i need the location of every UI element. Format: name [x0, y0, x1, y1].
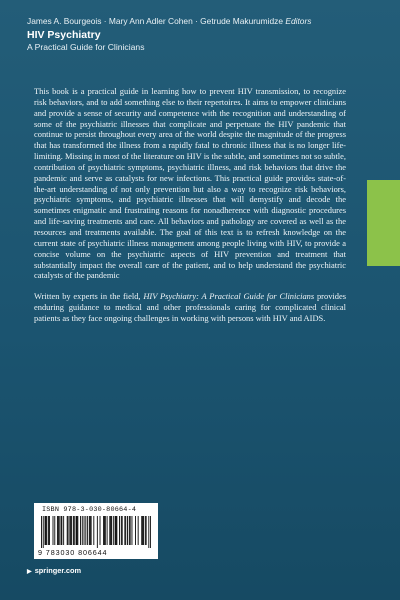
- barcode-bar: [57, 516, 58, 545]
- barcode-bar: [80, 516, 81, 545]
- barcode-bar: [90, 516, 91, 545]
- barcode-bar: [41, 516, 42, 548]
- barcode-bar: [104, 516, 105, 545]
- blurb-paragraph-2: [34, 291, 346, 324]
- barcode-bars: [41, 516, 151, 548]
- barcode-bar: [68, 516, 69, 545]
- barcode-bar: [49, 516, 50, 545]
- barcode-bar: [76, 516, 77, 545]
- blurb-paragraph-2-rest: provides enduring guidance to medical and other professionals caring for complicated clinical patients as they face ongoing challenges in working with persons with HIV and AIDS.: [34, 291, 347, 323]
- blurb-book-title-italic: HIV Psychiatry: A Practical Guide for Clinicians: [143, 291, 315, 302]
- barcode-bar: [122, 516, 123, 545]
- barcode-bar: [63, 516, 64, 545]
- barcode-bar: [73, 516, 74, 545]
- book-title: HIV Psychiatry: [27, 29, 101, 41]
- barcode-bar: [119, 516, 120, 545]
- isbn-label: ISBN 978-3-030-80664-4: [42, 506, 137, 514]
- barcode-bar: [89, 516, 90, 545]
- barcode-bar: [53, 516, 54, 545]
- barcode-bar: [150, 516, 151, 548]
- barcode-bar: [129, 516, 130, 545]
- barcode-bar: [143, 516, 144, 545]
- cover-header: [27, 16, 387, 53]
- publisher-link-text: springer.com: [34, 566, 82, 575]
- blurb-paragraph-1: This book is a practical guide in learning how to prevent HIV transmission, to recognize risk behaviors, and to add something else to their repertoires. It aims to empower clinicians and provide a sense of security and competence with the recognition and understanding of some of the psychiatric illnesses that complicate and perpetuate the HIV pandemic that continue to persist throughout every area of the world despite the magnitude of the progress that has transformed the illness from a rapidly fatal to chronic illness that is no longer life-limiting. Missing in most of the literature on HIV is the subtle, and sometimes not so subtle, contribution of psychiatric symptoms, psychiatric illness, and risk behaviors that drive the pandemic and serve as catalysts for new infections. This practical guide provides state-of-the-art understanding of not only prevention but also a way to recognize risk behaviors, psychiatric symptoms, and psychiatric illnesses that will demystify and decode the sometimes enigmatic and frustrating reasons for nonadherence with diagnostic procedures and life-saving treatments and care. All behaviors and pathology are covered as well as the resources and treatments available. The goal of this text is to refresh knowledge on the current state of psychiatric illness management among people living with HIV, to provide a concise volume on the psychiatric aspects of HIV prevention and treatment that substantially impact the overall care of the patient, and to help understand the psychiatric catalysts of the pandemic: [34, 86, 346, 281]
- barcode-bar: [116, 516, 117, 545]
- barcode-bar: [97, 516, 98, 548]
- barcode-bar: [109, 516, 110, 545]
- barcode-bar: [135, 516, 136, 545]
- barcode-bar: [45, 516, 46, 545]
- barcode-bar: [124, 516, 125, 545]
- barcode-bar: [91, 516, 92, 545]
- barcode-bar: [70, 516, 71, 545]
- barcode-bar: [125, 516, 126, 545]
- barcode-digits: 9 783030 806644: [38, 548, 108, 557]
- barcode-bar: [74, 516, 75, 545]
- barcode-bar: [103, 516, 104, 545]
- barcode-bar: [113, 516, 114, 545]
- barcode-bar: [84, 516, 85, 545]
- color-accent-tab: [367, 180, 400, 266]
- barcode-bar: [58, 516, 59, 545]
- barcode-bar: [100, 516, 101, 545]
- barcode-bar: [115, 516, 116, 545]
- barcode-bar: [59, 516, 60, 545]
- barcode-bar: [116, 516, 117, 545]
- barcode-bar: [107, 516, 108, 545]
- publisher-link[interactable]: [27, 566, 81, 575]
- barcode-bar: [82, 516, 83, 545]
- barcode-bar: [71, 516, 72, 545]
- barcode-bar: [85, 516, 86, 545]
- barcode-bar: [141, 516, 142, 545]
- barcode-bar: [76, 516, 77, 545]
- isbn-barcode: [34, 503, 158, 559]
- barcode-bar: [148, 516, 149, 548]
- blurb-text: [34, 86, 346, 324]
- barcode-bar: [131, 516, 132, 545]
- barcode-bar: [77, 516, 78, 545]
- editors-names: James A. Bourgeois · Mary Ann Adler Cohen · Getrude Makurumidze: [27, 16, 284, 26]
- barcode-bar: [48, 516, 49, 545]
- barcode-bar: [61, 516, 62, 545]
- barcode-bar: [67, 516, 68, 545]
- barcode-bar: [45, 516, 46, 545]
- barcode-bar: [87, 516, 88, 545]
- book-subtitle: A Practical Guide for Clinicians: [27, 42, 145, 52]
- barcode-bar: [110, 516, 111, 545]
- barcode-bar: [93, 516, 94, 545]
- barcode-bar: [145, 516, 146, 545]
- barcode-bar: [121, 516, 122, 545]
- barcode-bar: [138, 516, 139, 545]
- editors-line: [27, 16, 387, 26]
- barcode-bar: [46, 516, 47, 545]
- barcode-bar: [61, 516, 62, 545]
- barcode-bar: [142, 516, 143, 545]
- barcode-bar: [130, 516, 131, 545]
- barcode-bar: [69, 516, 70, 545]
- barcode-bar: [105, 516, 106, 545]
- blurb-paragraph-2-lead: Written by experts in the field,: [34, 291, 141, 302]
- barcode-bar: [111, 516, 112, 545]
- barcode-bar: [127, 516, 128, 545]
- chevron-right-icon: ▶: [27, 569, 32, 575]
- editors-role: Editors: [285, 16, 312, 26]
- barcode-bar: [146, 516, 147, 545]
- barcode-bar: [43, 516, 44, 548]
- barcode-bar: [54, 516, 55, 545]
